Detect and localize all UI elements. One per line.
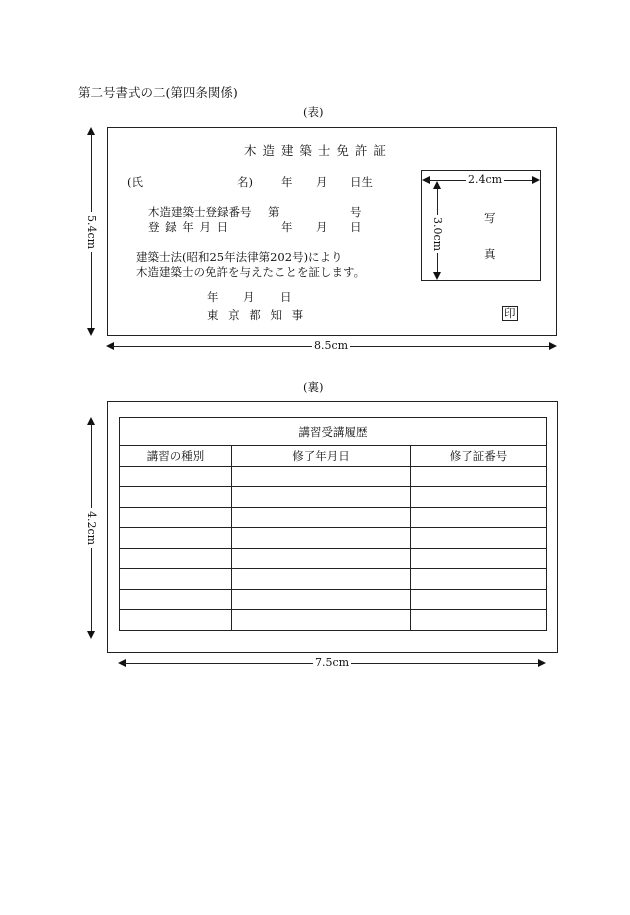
front-width-label: 8.5cm [314, 339, 349, 352]
table-row [120, 467, 547, 487]
table-row [120, 508, 547, 528]
table-cell [120, 590, 232, 610]
table-row [120, 590, 547, 610]
table-row [120, 528, 547, 549]
card-title: 木 造 建 築 士 免 許 証 [244, 143, 387, 158]
table-row [120, 487, 547, 508]
reg-date-year: 年 [281, 220, 293, 234]
table-cell [411, 508, 547, 528]
table-cell [411, 610, 547, 631]
table-cell [232, 569, 411, 590]
table-row [120, 549, 547, 569]
reg-date-label: 登 録 年 月 日 [148, 220, 230, 234]
reg-date-month: 月 [316, 220, 328, 234]
table-cell [411, 569, 547, 590]
back-width-label: 7.5cm [315, 656, 350, 669]
table-cell [411, 549, 547, 569]
table-cell [411, 487, 547, 508]
table-cell [411, 467, 547, 487]
reg-number-go: 号 [350, 205, 362, 219]
table-cell [120, 467, 232, 487]
photo-box [421, 170, 541, 281]
back-width-arrow-right [538, 659, 546, 667]
table-cell [232, 610, 411, 631]
photo-height-arrow-down [433, 272, 441, 280]
table-title: 講習受講履歴 [120, 418, 547, 446]
table-cell [411, 528, 547, 549]
table-cell [120, 528, 232, 549]
table-cell [411, 590, 547, 610]
table-cell [120, 610, 232, 631]
table-cell [120, 487, 232, 508]
issue-month: 月 [243, 290, 255, 304]
back-height-arrow-down [87, 631, 95, 639]
issue-day: 日 [280, 290, 292, 304]
statement-line1: 建築士法(昭和25年法律第202号)により [136, 250, 343, 264]
reg-date-day: 日 [350, 220, 362, 234]
course-history-table [119, 417, 547, 631]
photo-width-arrow-right [532, 176, 540, 184]
statement-line2: 木造建築士の免許を与えたことを証します。 [136, 265, 366, 279]
table-cell [232, 528, 411, 549]
back-card [107, 401, 558, 653]
table-cell [120, 508, 232, 528]
front-card [107, 127, 557, 336]
photo-width-label: 2.4cm [468, 173, 503, 186]
issuer: 東 京 都 知 事 [207, 308, 307, 322]
col-course-type: 講習の種別 [120, 446, 232, 467]
birth-month: 月 [316, 175, 328, 189]
table-cell [232, 549, 411, 569]
issue-year: 年 [207, 290, 219, 304]
reg-number-dai: 第 [268, 205, 280, 219]
front-height-label: 5.4cm [85, 212, 97, 252]
photo-label-bottom: 真 [484, 247, 496, 261]
table-cell [232, 508, 411, 528]
name-open: (氏 [127, 175, 143, 189]
table-header-row [120, 446, 547, 467]
front-height-arrow-down [87, 328, 95, 336]
photo-label-top: 写 [484, 211, 496, 225]
table-row [120, 610, 547, 631]
table-cell [232, 487, 411, 508]
name-close: 名) [237, 175, 253, 189]
reg-number-label: 木造建築士登録番号 [148, 205, 252, 219]
back-side-label: (裏) [303, 380, 324, 394]
birth-year: 年 [281, 175, 293, 189]
front-width-arrow-right [549, 342, 557, 350]
table-cell [120, 549, 232, 569]
front-side-label: (表) [303, 105, 324, 119]
table-cell [120, 569, 232, 590]
form-title: 第二号書式の二(第四条関係) [78, 85, 238, 100]
seal-mark: 印 [504, 306, 516, 320]
table-row [120, 569, 547, 590]
back-height-label: 4.2cm [85, 508, 97, 548]
col-completion-date: 修了年月日 [232, 446, 411, 467]
table-cell [232, 590, 411, 610]
photo-height-label: 3.0cm [431, 217, 444, 252]
col-certificate-number: 修了証番号 [411, 446, 547, 467]
table-cell [232, 467, 411, 487]
birth-day: 日生 [350, 175, 373, 189]
